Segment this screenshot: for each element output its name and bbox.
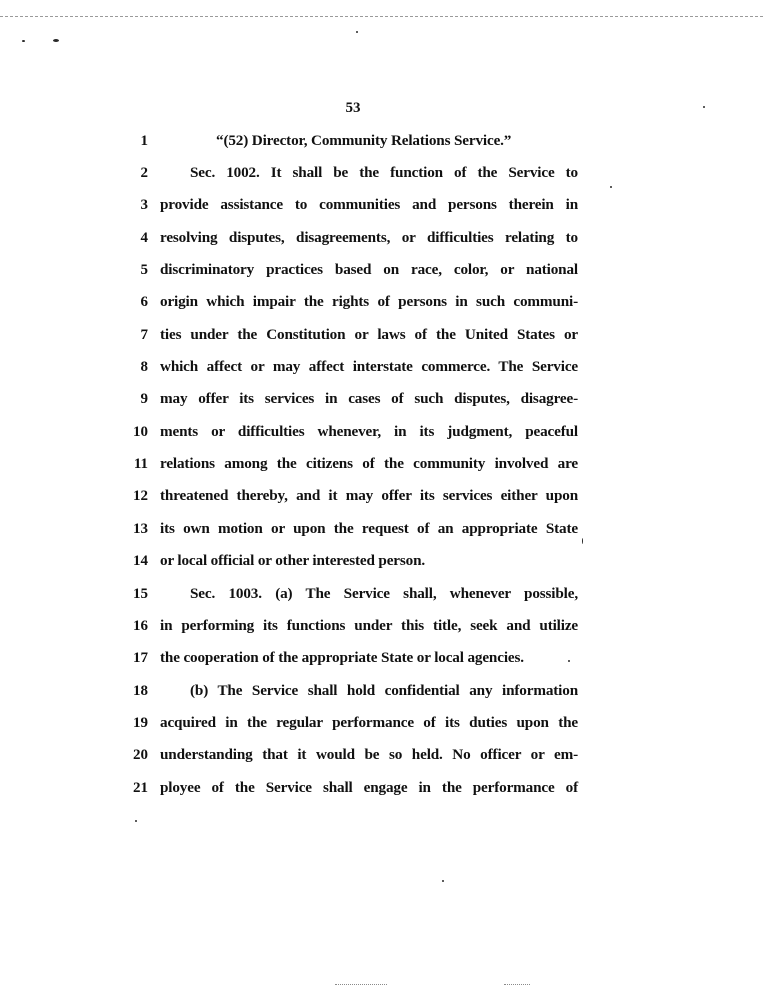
line-number: 19 — [133, 715, 148, 731]
line-number: 4 — [140, 230, 148, 246]
line-text: discriminatory practices based on race, color, or national — [160, 261, 578, 278]
text-line — [0, 680, 763, 702]
text-line — [0, 744, 763, 766]
line-text: ments or difficulties whenever, in its judgment, peaceful — [160, 423, 578, 440]
scan-top-border — [0, 16, 763, 17]
line-text: ties under the Constitution or laws of the United States or — [160, 326, 578, 343]
line-text: ployee of the Service shall engage in the performance of — [160, 779, 578, 796]
line-number: 15 — [133, 586, 148, 602]
text-line — [0, 356, 763, 378]
text-line — [0, 583, 763, 605]
scan-speck — [135, 820, 137, 822]
line-number: 3 — [140, 197, 148, 213]
line-text: threatened thereby, and it may offer its services either upon — [160, 487, 578, 504]
line-number: 11 — [133, 456, 148, 472]
line-number: 10 — [133, 424, 148, 440]
text-line — [0, 259, 763, 281]
line-number: 16 — [133, 618, 148, 634]
line-number: 17 — [133, 650, 148, 666]
line-number: 13 — [133, 521, 148, 537]
line-text: the cooperation of the appropriate State or local agencies. — [160, 649, 524, 666]
text-line — [0, 647, 763, 669]
line-number: 2 — [140, 165, 148, 181]
line-text: in performing its functions under this title, seek and utilize — [160, 617, 578, 634]
text-line — [0, 550, 763, 572]
scan-speck — [22, 40, 25, 42]
line-number: 9 — [140, 391, 148, 407]
text-line — [0, 712, 763, 734]
line-text: may offer its services in cases of such disputes, disagree- — [160, 390, 578, 407]
text-line — [0, 388, 763, 410]
text-line — [0, 518, 763, 540]
line-number: 20 — [133, 747, 148, 763]
line-text: resolving disputes, disagreements, or difficulties relating to — [160, 229, 578, 246]
scan-speck — [703, 106, 705, 108]
line-number: 8 — [140, 359, 148, 375]
text-line — [0, 227, 763, 249]
line-text: (b) The Service shall hold confidential any information — [190, 682, 578, 699]
scan-speck — [610, 186, 612, 188]
line-text: which affect or may affect interstate commerce. The Service — [160, 358, 578, 375]
page-number: 53 — [345, 100, 361, 116]
text-line — [0, 777, 763, 799]
text-line — [0, 194, 763, 216]
line-text: Sec. 1003. (a) The Service shall, whenever possible, — [190, 585, 578, 602]
line-number: 21 — [133, 780, 148, 796]
text-line — [0, 615, 763, 637]
text-line — [0, 485, 763, 507]
text-line — [0, 453, 763, 475]
line-number: 18 — [133, 683, 148, 699]
line-text: its own motion or upon the request of an appropriate State — [160, 520, 578, 537]
scan-speck — [442, 880, 444, 882]
text-line — [0, 324, 763, 346]
line-number: 12 — [133, 488, 148, 504]
text-line — [0, 291, 763, 313]
text-line — [0, 130, 763, 152]
line-number: 6 — [140, 294, 148, 310]
scan-bottom-mark — [335, 984, 387, 985]
scan-speck — [53, 39, 59, 42]
line-number: 5 — [140, 262, 148, 278]
scan-speck — [356, 31, 358, 33]
line-text: or local official or other interested person. — [160, 552, 426, 569]
line-number: 1 — [140, 133, 148, 149]
line-number: 14 — [133, 553, 148, 569]
text-line — [0, 421, 763, 443]
line-text: “(52) Director, Community Relations Service.” — [216, 132, 512, 149]
text-line — [0, 162, 763, 184]
line-text: Sec. 1002. It shall be the function of the Service to — [190, 164, 578, 181]
scan-bottom-mark — [504, 984, 530, 985]
line-number: 7 — [140, 327, 148, 343]
line-text: acquired in the regular performance of its duties upon the — [160, 714, 578, 731]
line-text: understanding that it would be so held. No officer or em- — [160, 746, 578, 763]
line-text: relations among the citizens of the community involved are — [160, 455, 578, 472]
line-text: origin which impair the rights of persons in such communi- — [160, 293, 578, 310]
line-text: provide assistance to communities and persons therein in — [160, 196, 578, 213]
